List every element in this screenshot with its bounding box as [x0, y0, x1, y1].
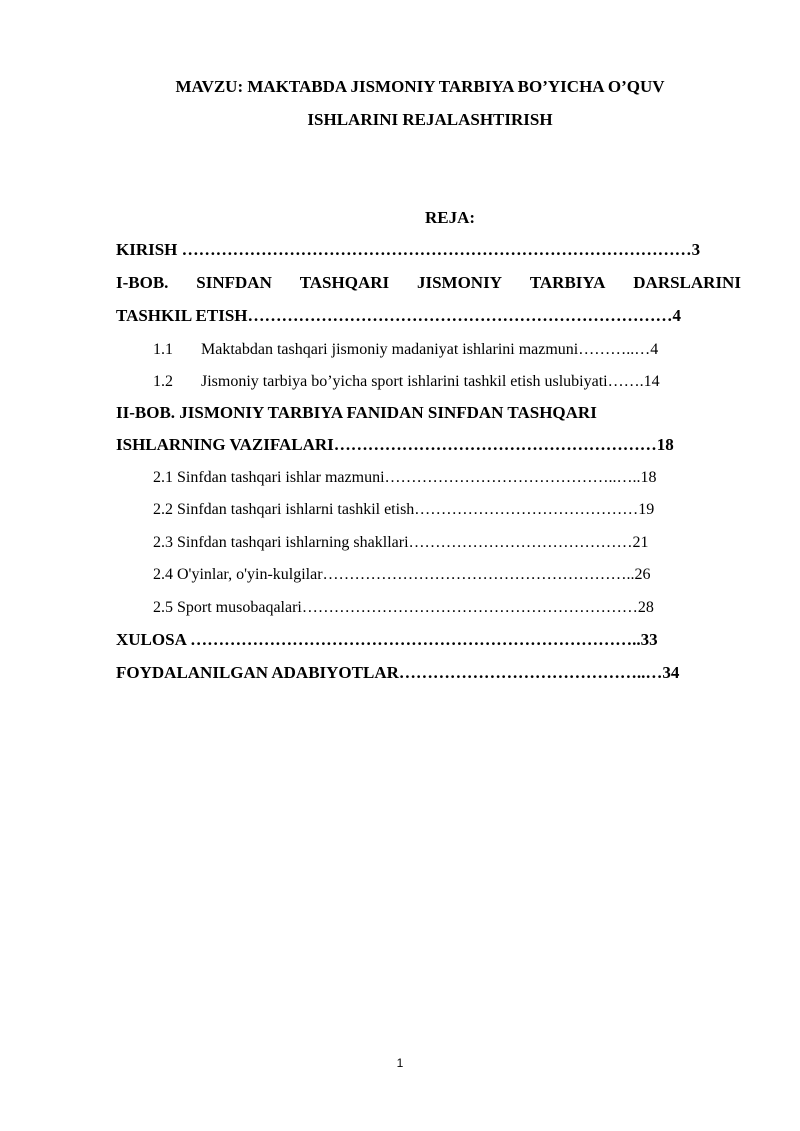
toc-section-1-2: [153, 373, 741, 391]
toc-ch1-word: I-BOB.: [116, 273, 169, 292]
toc-xulosa: XULOSA ……………………………………………………………………..33: [116, 630, 658, 649]
title-line-2: ISHLARINI REJALASHTIRISH: [307, 110, 553, 129]
toc-section-2-2: 2.2 Sinfdan tashqari ishlarni tashkil etish……………………………………19: [153, 501, 655, 518]
plan-heading: REJA:: [424, 208, 476, 227]
toc-section-1-1: [153, 341, 741, 359]
section-title: Maktabdan tashqari jismoniy madaniyat ishlarini mazmuni………..…4: [201, 341, 659, 358]
section-title: Jismoniy tarbiya bo’yicha sport ishlarini tashkil etish uslubiyati…….14: [201, 373, 660, 390]
toc-adabiyotlar: FOYDALANILGAN ADABIYOTLAR……………………………………..…34: [116, 663, 680, 682]
section-number: 1.1: [153, 341, 173, 358]
toc-section-2-3: 2.3 Sinfdan tashqari ishlarning shakllari……………………………………21: [153, 534, 649, 551]
toc-ch1-word: TASHQARI: [299, 273, 390, 292]
page-number: 1: [396, 1056, 404, 1070]
toc-chapter-1-line-1: [116, 273, 741, 293]
toc-kirish: KIRISH ………………………………………………………………………………3: [116, 240, 701, 259]
toc-chapter-2-line-1: II-BOB. JISMONIY TARBIYA FANIDAN SINFDAN TASHQARI: [116, 403, 597, 422]
toc-section-2-4: 2.4 O'yinlar, o'yin-kulgilar…………………………………………………..26: [153, 566, 651, 583]
toc-chapter-2-line-2: ISHLARNING VAZIFALARI…………………………………………………18: [116, 435, 674, 454]
toc-ch1-word: DARSLARINI: [633, 273, 741, 292]
title-line-1: MAVZU: MAKTABDA JISMONIY TARBIYA BO’YICHA O’QUV: [175, 77, 665, 96]
section-number: 1.2: [153, 373, 173, 390]
toc-ch1-word: JISMONIY: [416, 273, 502, 292]
toc-section-2-1: 2.1 Sinfdan tashqari ishlar mazmuni……………………………………..…..18: [153, 469, 657, 486]
toc-ch1-word: TARBIYA: [529, 273, 606, 292]
toc-section-2-5: 2.5 Sport musobaqalari………………………………………………………28: [153, 599, 654, 616]
toc-chapter-1-line-2: TASHKIL ETISH…………………………………………………………………4: [116, 306, 681, 325]
toc-ch1-word: SINFDAN: [196, 273, 272, 292]
